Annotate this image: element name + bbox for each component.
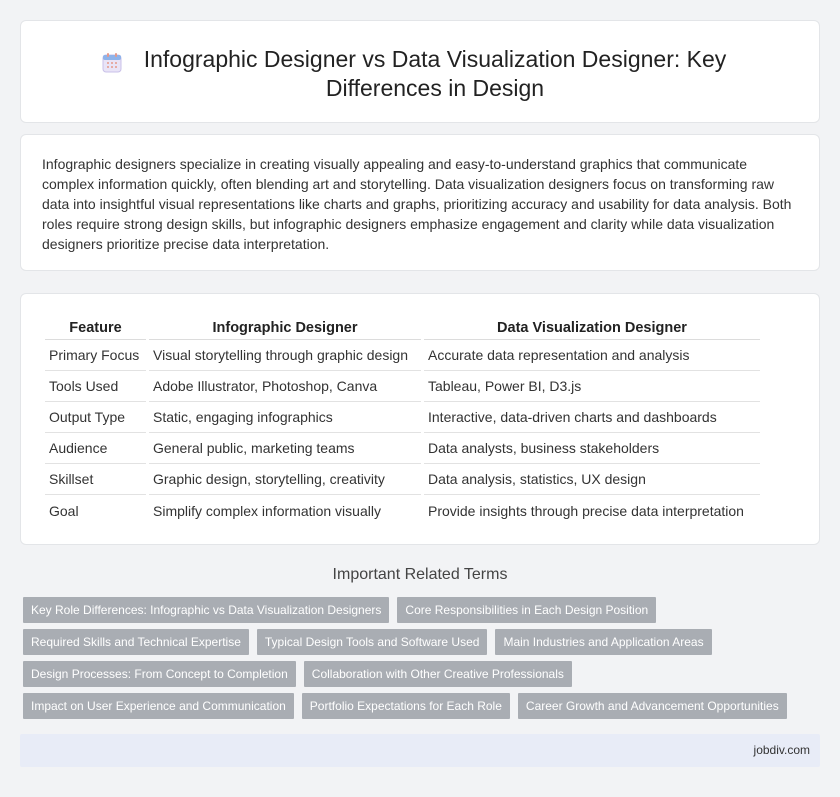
calendar-icon [101,52,123,74]
table-cell: Accurate data representation and analysis [424,340,760,371]
related-term-link[interactable]: Portfolio Expectations for Each Role [302,693,510,719]
table-cell: Data analysis, statistics, UX design [424,464,760,495]
tag-row [23,629,813,655]
header-data-visualization-designer: Data Visualization Designer [424,315,760,340]
related-term-link[interactable]: Design Processes: From Concept to Completion [23,661,296,687]
table-cell: Tableau, Power BI, D3.js [424,371,760,402]
table-cell: Audience [45,433,146,464]
comparison-table [42,315,763,526]
intro-card [20,134,820,271]
intro-paragraph: Infographic designers specialize in creating visually appealing and easy-to-understand graphics that communicate complex information quickly, often blending art and storytelling. Data visualization designers focus on transforming raw data into insightful visual representations like charts and graphs, prioritizing accuracy and usability for data analysis. Both roles require strong design skills, but infographic designers emphasize engagement and clarity while data visualization designers prioritize precise data interpretation. [42,156,792,252]
related-term-link[interactable]: Impact on User Experience and Communication [23,693,294,719]
table-cell: Visual storytelling through graphic design [149,340,421,371]
table-row [45,340,760,371]
table-cell: Skillset [45,464,146,495]
related-term-link[interactable]: Collaboration with Other Creative Professionals [304,661,572,687]
title-wrap [21,45,819,103]
tag-row [23,693,813,719]
related-terms-title: Important Related Terms [332,566,508,583]
table-cell: Interactive, data-driven charts and dashboards [424,402,760,433]
related-term-link[interactable]: Required Skills and Technical Expertise [23,629,249,655]
table-cell: Output Type [45,402,146,433]
table-cell: General public, marketing teams [149,433,421,464]
related-term-link[interactable]: Typical Design Tools and Software Used [257,629,488,655]
table-row [45,495,760,526]
footer [20,734,820,767]
title-card [20,20,820,123]
header-infographic-designer: Infographic Designer [149,315,421,340]
table-cell: Goal [49,502,79,519]
table-cell: Simplify complex information visually [153,502,381,519]
related-term-link[interactable]: Career Growth and Advancement Opportunities [518,693,787,719]
related-term-link[interactable]: Main Industries and Application Areas [495,629,711,655]
table-cell: Provide insights through precise data interpretation [428,502,744,519]
table-row [45,402,760,433]
table-cell: Graphic design, storytelling, creativity [149,464,421,495]
page-title: Infographic Designer vs Data Visualization Designer: Key Differences in Design [143,46,727,101]
footer-site[interactable]: jobdiv.com [753,743,810,757]
related-term-link[interactable]: Core Responsibilities in Each Design Position [397,597,656,623]
table-cell: Data analysts, business stakeholders [424,433,760,464]
tag-row [23,661,813,687]
table-header-row [45,315,760,340]
header-feature: Feature [45,315,146,340]
related-terms-list [23,597,813,725]
table-cell: Primary Focus [45,340,146,371]
related-term-link[interactable]: Key Role Differences: Infographic vs Data Visualization Designers [23,597,389,623]
table-row [45,464,760,495]
table-cell: Tools Used [45,371,146,402]
table-row [45,433,760,464]
table-cell: Adobe Illustrator, Photoshop, Canva [149,371,421,402]
tag-row [23,597,813,623]
table-row [45,371,760,402]
comparison-card [20,293,820,545]
table-cell: Static, engaging infographics [149,402,421,433]
